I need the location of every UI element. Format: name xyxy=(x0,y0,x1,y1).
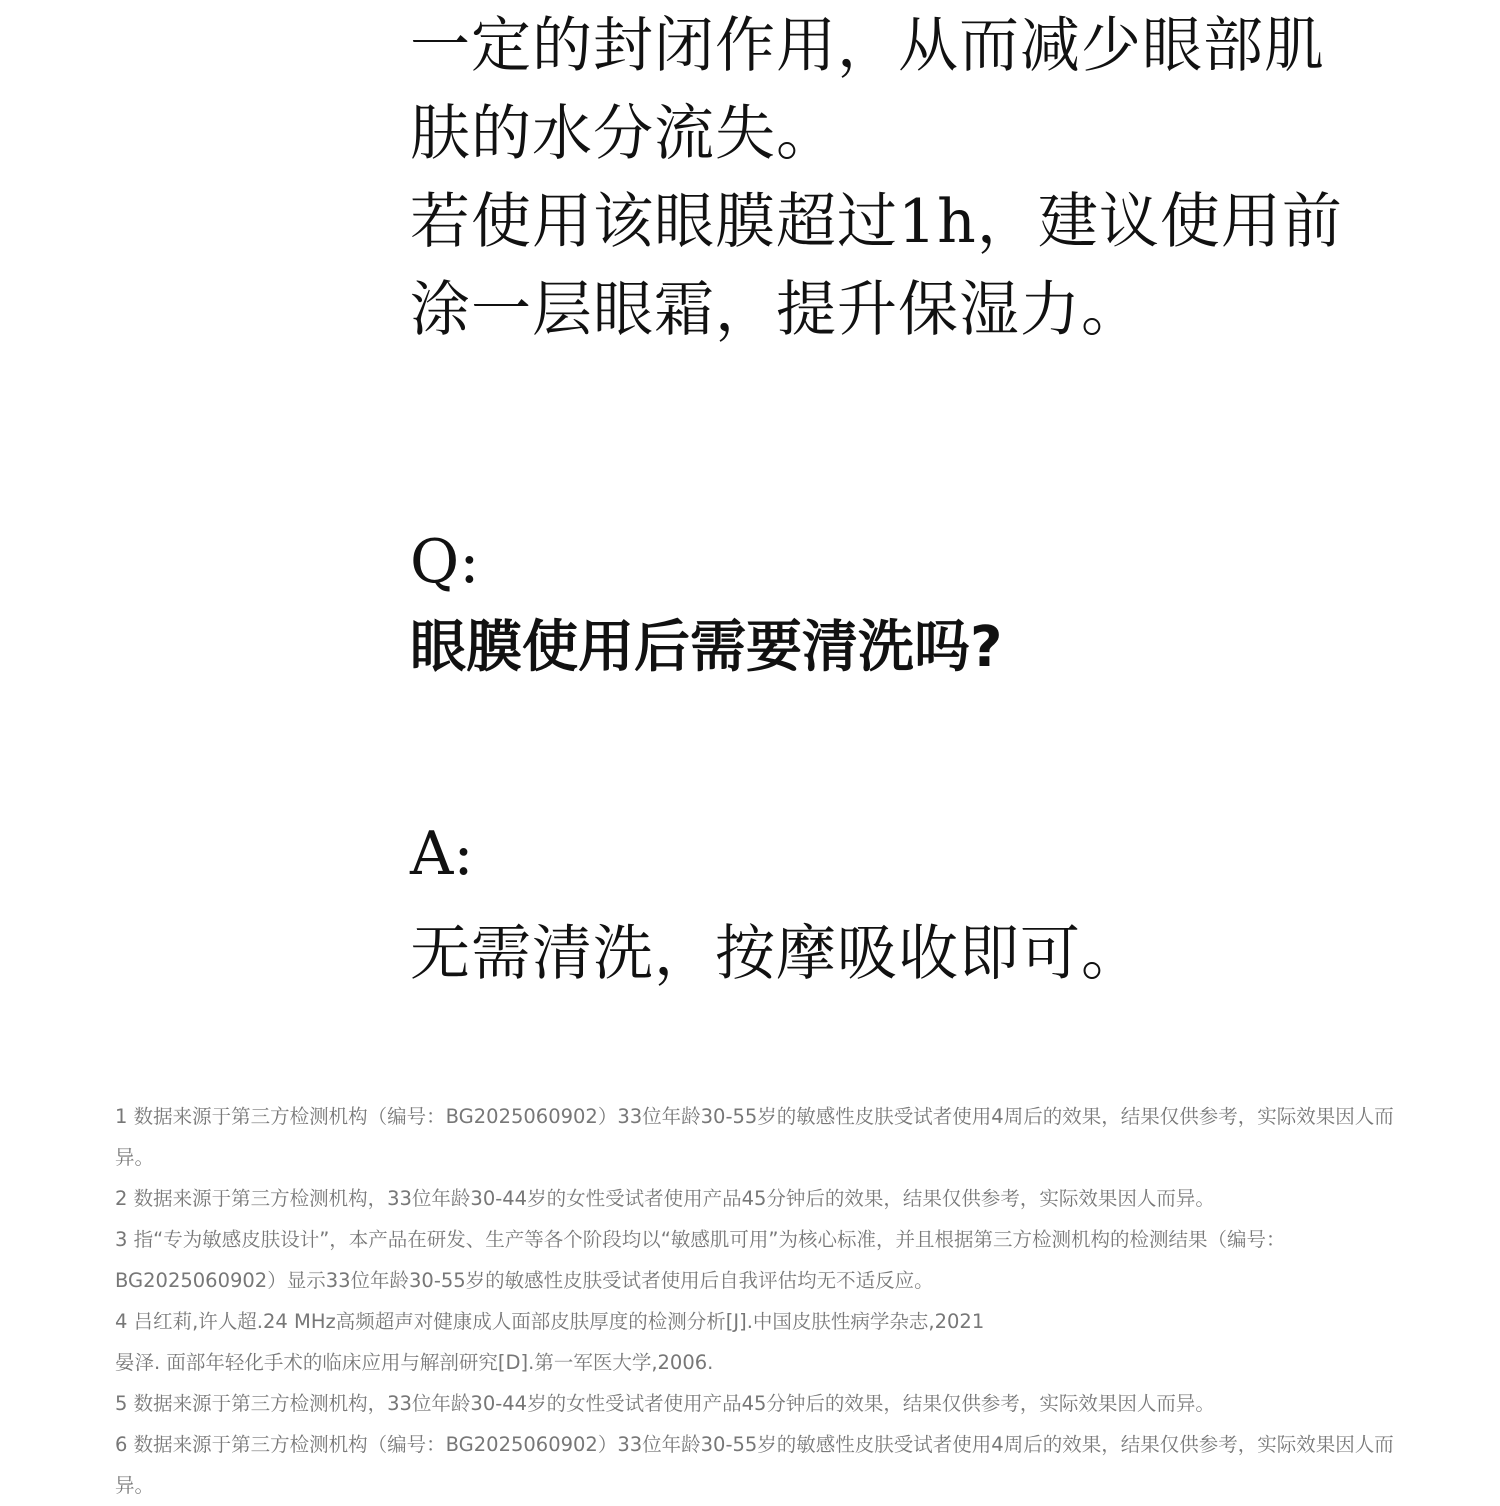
answer-label: A: xyxy=(410,819,474,889)
footnote-6: 6 数据来源于第三方检测机构（编号：BG2025060902）33位年龄30-55岁的敏感性皮肤受试者使用4周后的效果，结果仅供参考，实际效果因人而异。 xyxy=(115,1433,1394,1497)
intro-line: 肤的水分流失。 xyxy=(410,99,837,169)
footnote-4-continued: 晏泽. 面部年轻化手术的临床应用与解剖研究[D].第一军医大学,2006. xyxy=(115,1351,714,1374)
question-label: Q: xyxy=(410,527,480,597)
footnote-3: 3 指“专为敏感皮肤设计”，本产品在研发、生产等各个阶段均以“敏感肌可用”为核心标准，并且根据第三方检测机构的检测结果（编号：BG2025060902）显示33位年龄30-55岁的敏感性皮肤受试者使用后自我评估均无不适反应。 xyxy=(115,1228,1286,1292)
footnotes xyxy=(115,1096,1405,1506)
footnote-1: 1 数据来源于第三方检测机构（编号：BG2025060902）33位年龄30-55岁的敏感性皮肤受试者使用4周后的效果，结果仅供参考，实际效果因人而异。 xyxy=(115,1105,1394,1169)
intro-paragraph xyxy=(410,2,1343,354)
intro-line: 涂一层眼霜，提升保湿力。 xyxy=(410,275,1142,345)
question-text: 眼膜使用后需要清洗吗? xyxy=(410,615,1003,680)
footnote-2: 2 数据来源于第三方检测机构，33位年龄30-44岁的女性受试者使用产品45分钟后的效果，结果仅供参考，实际效果因人而异。 xyxy=(115,1187,1215,1210)
intro-line: 一定的封闭作用，从而减少眼部肌 xyxy=(410,11,1325,81)
answer-text: 无需清洗，按摩吸收即可。 xyxy=(410,919,1142,989)
footnote-5: 5 数据来源于第三方检测机构，33位年龄30-44岁的女性受试者使用产品45分钟后的效果，结果仅供参考，实际效果因人而异。 xyxy=(115,1392,1215,1415)
intro-line: 若使用该眼膜超过1h，建议使用前 xyxy=(410,187,1343,257)
footnote-4: 4 吕红莉,许人超.24 MHz高频超声对健康成人面部皮肤厚度的检测分析[J].中国皮肤性病学杂志,2021 xyxy=(115,1310,985,1333)
